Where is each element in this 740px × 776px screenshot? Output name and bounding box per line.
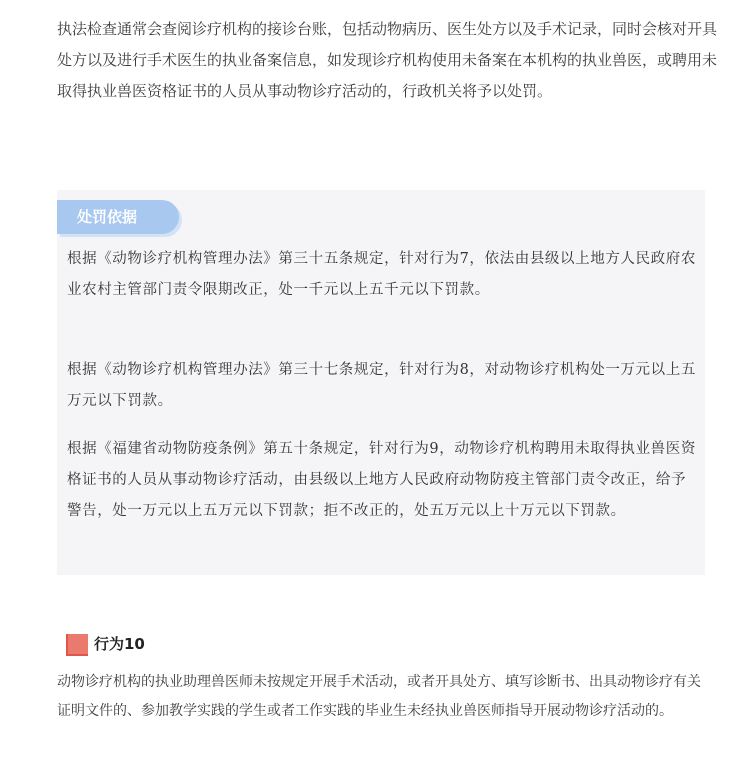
- penalty-basis-tag: 处罚依据: [57, 200, 179, 234]
- basis-paragraph-3: 根据《福建省动物防疫条例》第五十条规定，针对行为9，动物诊疗机构聘用未取得执业兽医资格证书的人员从事动物诊疗活动，由县级以上地方人民政府动物防疫主管部门责令改正，给予警告，处一万元以上五万元以下罚款；拒不改正的，处五万元以上十万元以下罚款。: [67, 441, 696, 519]
- basis-paragraph-2: 根据《动物诊疗机构管理办法》第三十七条规定，针对行为8，对动物诊疗机构处一万元以上五万元以下罚款。: [67, 362, 696, 409]
- square-marker-icon: [66, 634, 88, 656]
- basis-paragraph-1: 根据《动物诊疗机构管理办法》第三十五条规定，针对行为7，依法由县级以上地方人民政府农业农村主管部门责令限期改正，处一千元以上五千元以下罚款。: [67, 251, 696, 298]
- intro-paragraph: 执法检查通常会查阅诊疗机构的接诊台账，包括动物病历、医生处方以及手术记录，同时会核对开具处方以及进行手术医生的执业备案信息，如发现诊疗机构使用未备案在本机构的执业兽医，或聘用未取得执业兽医资格证书的人员从事动物诊疗活动的，行政机关将予以处罚。: [57, 20, 718, 100]
- penalty-basis-box: [57, 190, 705, 575]
- section-body: 动物诊疗机构的执业助理兽医师未按规定开展手术活动，或者开具处方、填写诊断书、出具动物诊疗有关证明文件的、参加教学实践的学生或者工作实践的毕业生未经执业兽医师指导开展动物诊疗活动的。: [57, 674, 701, 719]
- section-title: 行为10: [94, 635, 145, 653]
